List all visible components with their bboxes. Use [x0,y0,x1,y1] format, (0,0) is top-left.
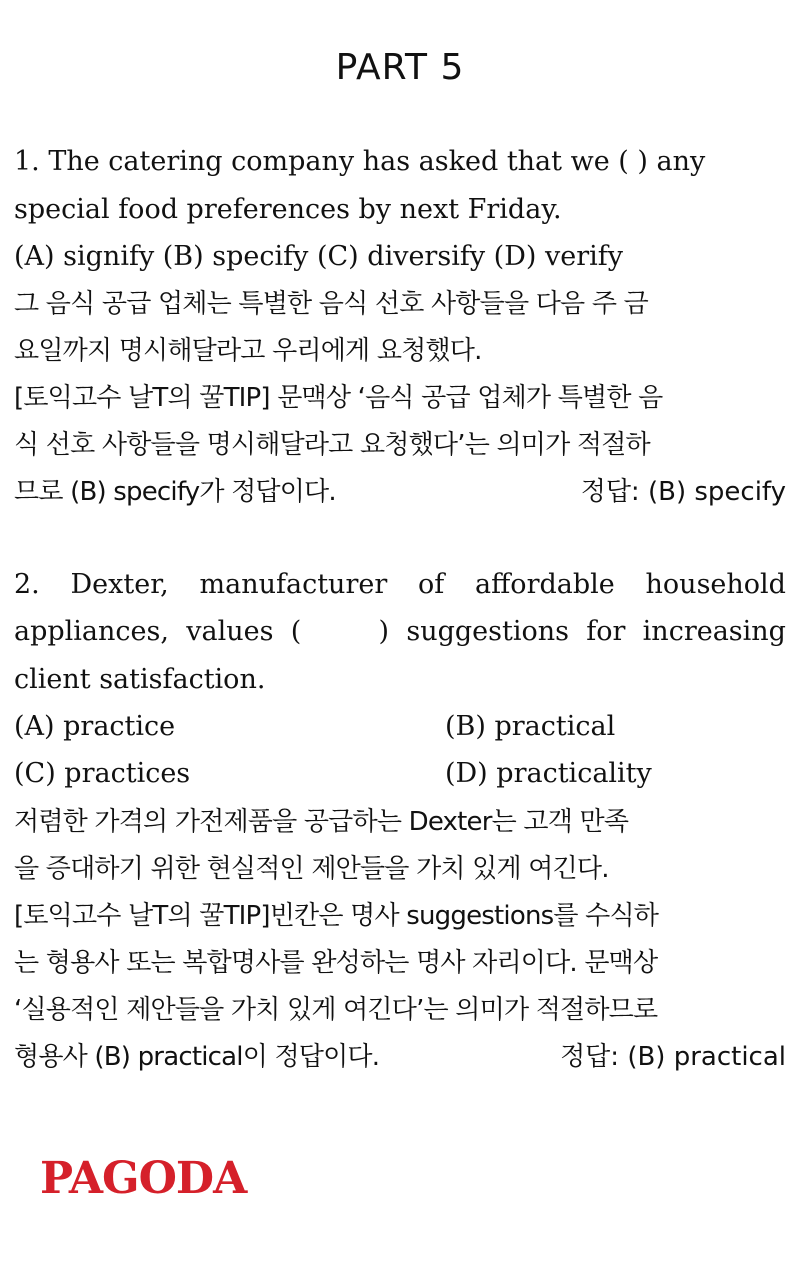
q2-word: household [645,569,786,600]
question-2-tip-1: [토익고수 날T의 꿀TIP]빈칸은 명사 suggestions를 수식하 [14,901,659,931]
question-1-answer: 정답: (B) specify [580,477,786,507]
question-2-line-1 [14,565,786,605]
q2-word: increasing [642,616,786,647]
q2-word: values [186,616,274,647]
question-2-tip-3: ‘실용적인 제안들을 가치 있게 여긴다’는 의미가 적절하므로 [14,995,658,1025]
question-2-option-d: (D) practicality [445,758,652,789]
question-1-translation-1: 그 음식 공급 업체는 특별한 음식 선호 사항들을 다음 주 금 [14,289,648,319]
question-2-line-2 [14,612,786,652]
question-2-option-b: (B) practical [445,711,616,742]
q2-word: affordable [475,569,615,600]
q2-word: suggestions [406,616,569,647]
question-1-line-1: 1. The catering company has asked that we ( ) any [14,146,706,177]
question-1-tip-1: [토익고수 날T의 꿀TIP] 문맥상 ‘음식 공급 업체가 특별한 음 [14,383,663,413]
question-2-tip-4: 형용사 (B) practical이 정답이다. [14,1042,380,1072]
q2-word: appliances, [14,616,169,647]
question-1-translation-2: 요일까지 명시해달라고 우리에게 요청했다. [14,336,482,366]
question-1-tip-2: 식 선호 사항들을 명시해달라고 요청했다’는 의미가 적절하 [14,430,650,460]
question-2-answer: 정답: (B) practical [560,1042,786,1072]
question-2-translation-1: 저렴한 가격의 가전제품을 공급하는 Dexter는 고객 만족 [14,807,629,837]
pagoda-logo: PAGODA [40,1153,247,1204]
q2-word: for [586,616,626,647]
q2-word: ( [290,616,302,647]
question-1-options: (A) signify (B) specify (C) diversify (D) verify [14,241,623,272]
question-2-option-c: (C) practices [14,758,191,789]
q2-word: 2. [14,569,40,600]
q2-word: ) [378,616,390,647]
page-title: PART 5 [335,47,465,88]
q2-word: of [418,569,445,600]
q2-word: Dexter, [70,569,169,600]
question-2-translation-2: 을 증대하기 위한 현실적인 제안들을 가치 있게 여긴다. [14,854,609,884]
question-2-tip-2: 는 형용사 또는 복합명사를 완성하는 명사 자리이다. 문맥상 [14,948,658,978]
question-1-line-2: special food preferences by next Friday. [14,194,562,225]
q2-word: manufacturer [199,569,388,600]
question-1-tip-3: 므로 (B) specify가 정답이다. [14,477,336,507]
question-2-option-a: (A) practice [14,711,176,742]
question-2-line-3: client satisfaction. [14,664,266,695]
